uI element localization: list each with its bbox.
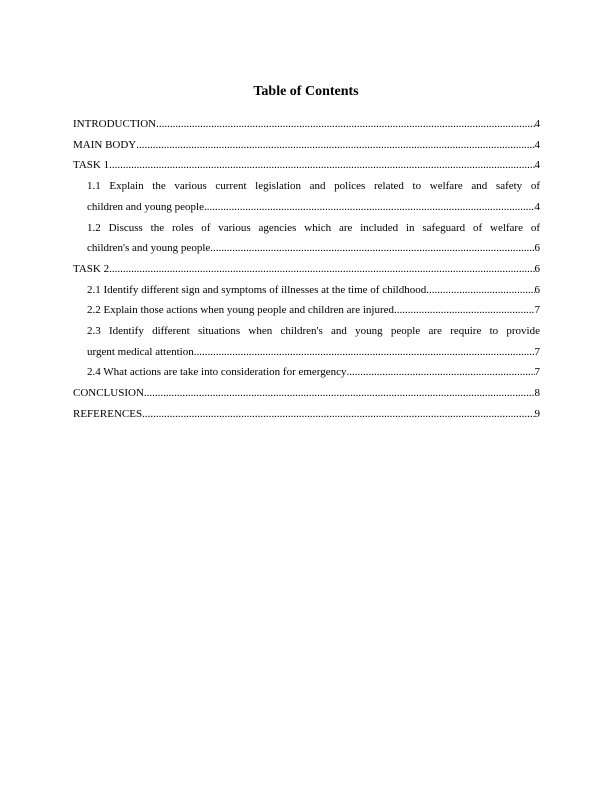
toc-entry-conclusion[interactable]	[73, 383, 540, 404]
dot-leader	[204, 197, 535, 218]
toc-entry-text-line2: urgent medical attention.	[87, 345, 197, 358]
dot-leader	[156, 114, 534, 135]
toc-entry-2-4[interactable]	[73, 362, 540, 383]
toc-page-number: 6	[534, 262, 540, 275]
toc-entry-text: 2.1 Identify different sign and symptoms of illnesses at the time of childhood	[87, 283, 427, 296]
toc-page-number: 7	[534, 304, 540, 317]
toc-entry-1-2[interactable]	[73, 218, 540, 259]
toc-entry-introduction[interactable]	[73, 114, 540, 135]
toc-entry-text-line1: 1.2 Discuss the roles of various agencies which are included in safeguard of welfare of	[87, 221, 540, 234]
toc-entry-2-1[interactable]	[73, 280, 540, 301]
table-of-contents	[73, 114, 540, 425]
toc-page-number: 6	[534, 242, 540, 255]
toc-entry-text: CONCLUSION	[73, 387, 144, 400]
toc-page-number: 4	[534, 200, 540, 213]
toc-entry-text-line1: 1.1 Explain the various current legislation and polices related to welfare and safety of	[87, 180, 540, 193]
toc-entry-references[interactable]	[73, 404, 540, 425]
toc-entry-text: REFERENCES	[73, 407, 143, 420]
toc-entry-text-line2: children and young people	[87, 200, 204, 213]
toc-title: Table of Contents	[253, 84, 359, 99]
toc-entry-text: TASK 1	[73, 159, 110, 172]
toc-entry-text: MAIN BODY	[73, 138, 137, 151]
dot-leader	[210, 238, 534, 259]
dot-leader	[347, 362, 535, 383]
toc-entry-1-1[interactable]	[73, 176, 540, 217]
toc-entry-text-line2: children's and young people	[87, 242, 211, 255]
dot-leader	[196, 342, 534, 363]
toc-entry-text: 2.2 Explain those actions when young people and children are injured	[87, 304, 394, 317]
dot-leader	[136, 135, 534, 156]
dot-leader	[142, 404, 534, 425]
toc-entry-text: 2.4 What actions are take into consideration for emergency	[87, 366, 347, 379]
toc-page-number: 4	[534, 118, 540, 130]
toc-page-number: 4	[534, 138, 540, 151]
toc-page-number: 7	[534, 345, 540, 358]
dot-leader	[109, 259, 534, 280]
toc-page-number: 9	[534, 407, 540, 420]
toc-entry-2-2[interactable]	[73, 300, 540, 321]
toc-page-number: 4	[534, 159, 540, 172]
toc-entry-task-1[interactable]	[73, 155, 540, 176]
toc-page-number: 8	[534, 387, 540, 400]
toc-page-number: 6	[534, 283, 540, 296]
toc-entry-text-line1: 2.3 Identify different situations when children's and young people are require to provide	[87, 325, 540, 338]
toc-entry-text: INTRODUCTION	[73, 118, 157, 130]
toc-entry-2-3[interactable]	[73, 321, 540, 362]
toc-entry-task-2[interactable]	[73, 259, 540, 280]
toc-page-number: 7	[534, 366, 540, 379]
toc-entry-text: TASK 2	[73, 262, 110, 275]
toc-entry-main-body[interactable]	[73, 135, 540, 156]
dot-leader	[109, 155, 534, 176]
dot-leader	[426, 280, 534, 301]
dot-leader	[144, 383, 535, 404]
dot-leader	[394, 300, 535, 321]
